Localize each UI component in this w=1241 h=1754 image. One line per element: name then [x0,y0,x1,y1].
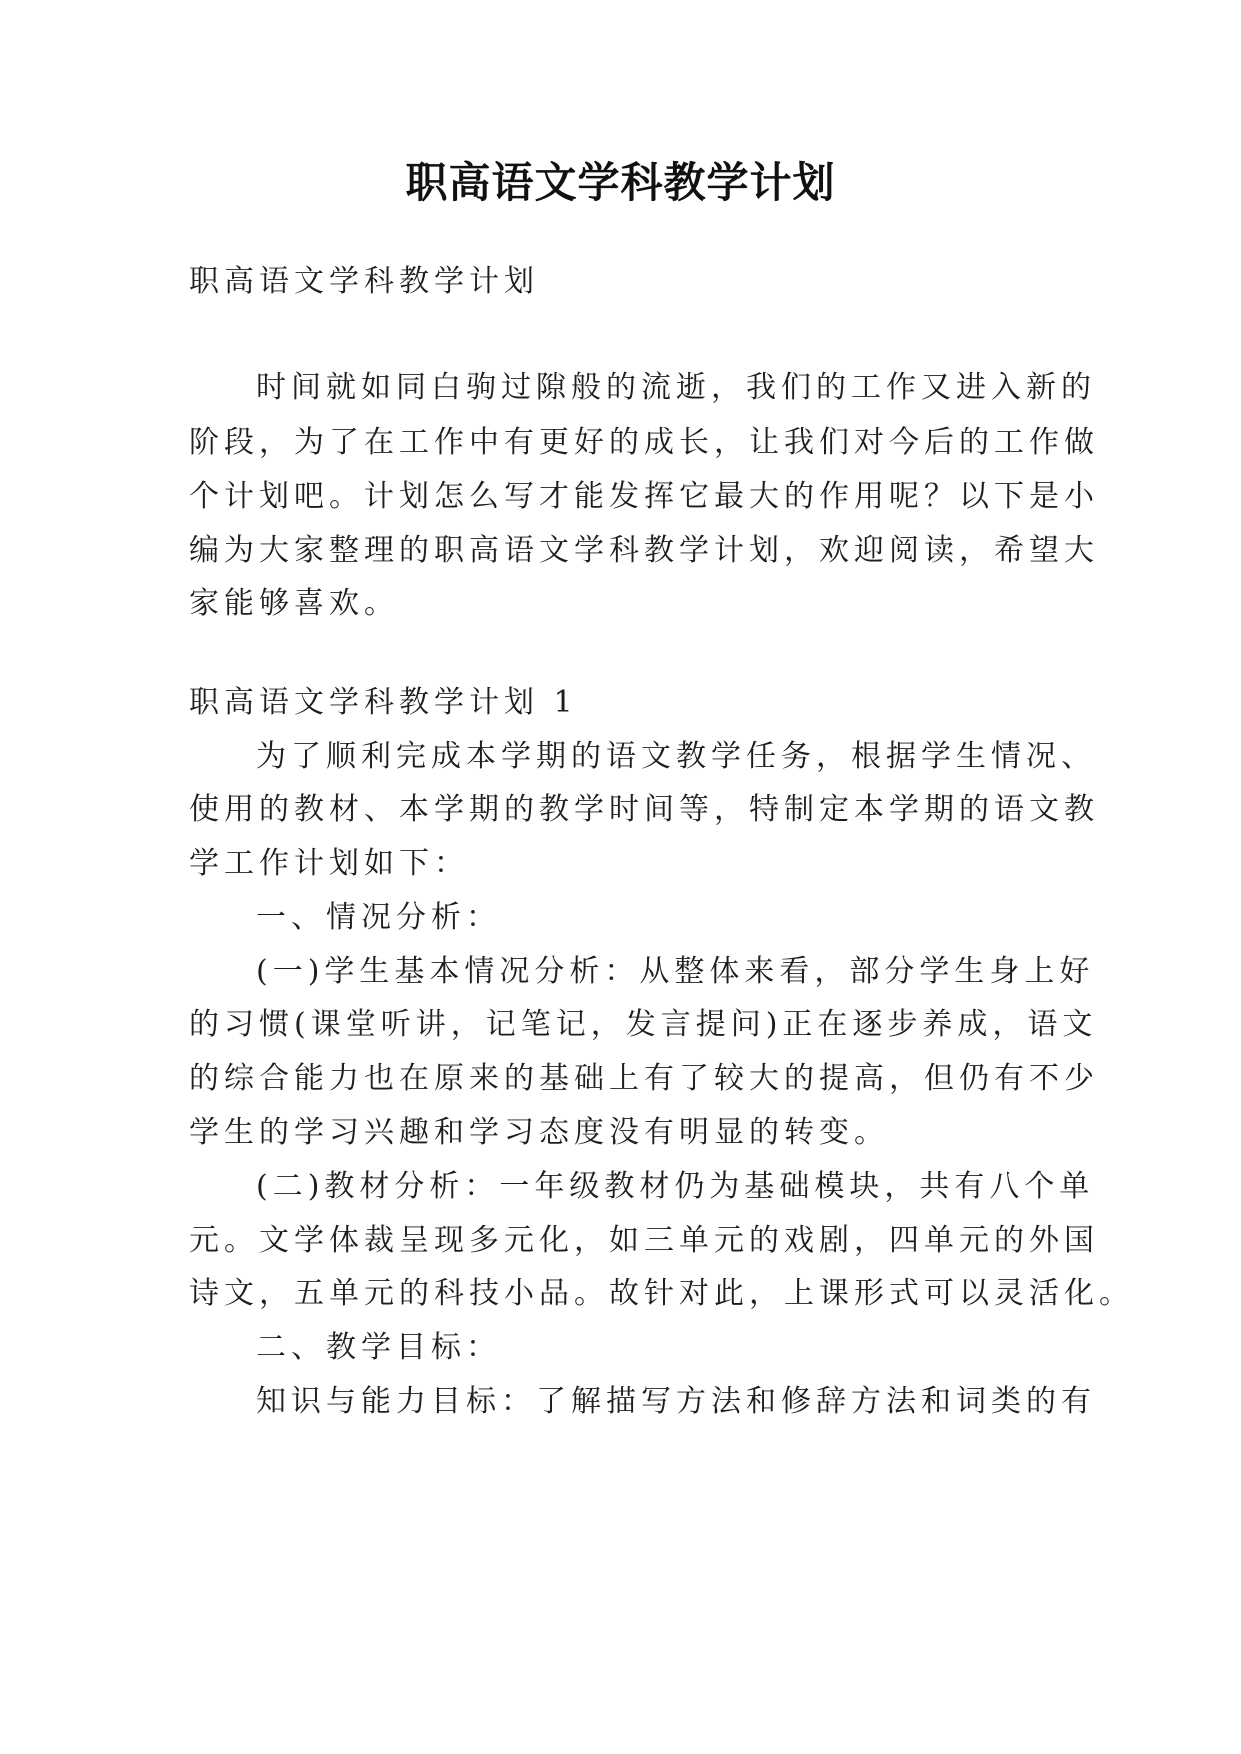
body-line: 使用的教材、本学期的教学时间等，特制定本学期的语文教 [189,792,1099,827]
body-line: 的习惯(课堂听讲，记笔记，发言提问)正在逐步养成，语文 [189,1007,1098,1042]
document-title: 职高语文学科教学计划 [405,158,836,207]
body-line: (一)学生基本情况分析：从整体来看，部分学生身上好 [256,954,1095,989]
body-line: 诗文，五单元的科技小品。故针对此，上课形式可以灵活化。 [189,1276,1134,1311]
body-line: 二、教学目标： [256,1330,501,1365]
section-heading: 职高语文学科教学计划 1 [189,685,578,720]
body-line: (二)教材分析：一年级教材仍为基础模块，共有八个单 [256,1169,1095,1204]
body-line: 的综合能力也在原来的基础上有了较大的提高，但仍有不少 [189,1061,1099,1096]
intro-line: 家能够喜欢。 [189,586,399,621]
body-line: 元。文学体裁呈现多元化，如三单元的戏剧，四单元的外国 [189,1223,1099,1258]
intro-line: 阶段，为了在工作中有更好的成长，让我们对今后的工作做 [189,425,1099,460]
body-line: 学生的学习兴趣和学习态度没有明显的转变。 [189,1115,889,1150]
intro-line: 时间就如同白驹过隙般的流逝，我们的工作又进入新的 [256,370,1096,405]
intro-line: 编为大家整理的职高语文学科教学计划，欢迎阅读，希望大 [189,533,1099,568]
body-line: 知识与能力目标：了解描写方法和修辞方法和词类的有 [256,1384,1096,1419]
body-line: 为了顺利完成本学期的语文教学任务，根据学生情况、 [256,739,1096,774]
document-subtitle: 职高语文学科教学计划 [189,264,539,299]
body-line: 一、情况分析： [256,900,501,935]
intro-line: 个计划吧。计划怎么写才能发挥它最大的作用呢？以下是小 [189,479,1099,514]
body-line: 学工作计划如下： [189,846,469,881]
